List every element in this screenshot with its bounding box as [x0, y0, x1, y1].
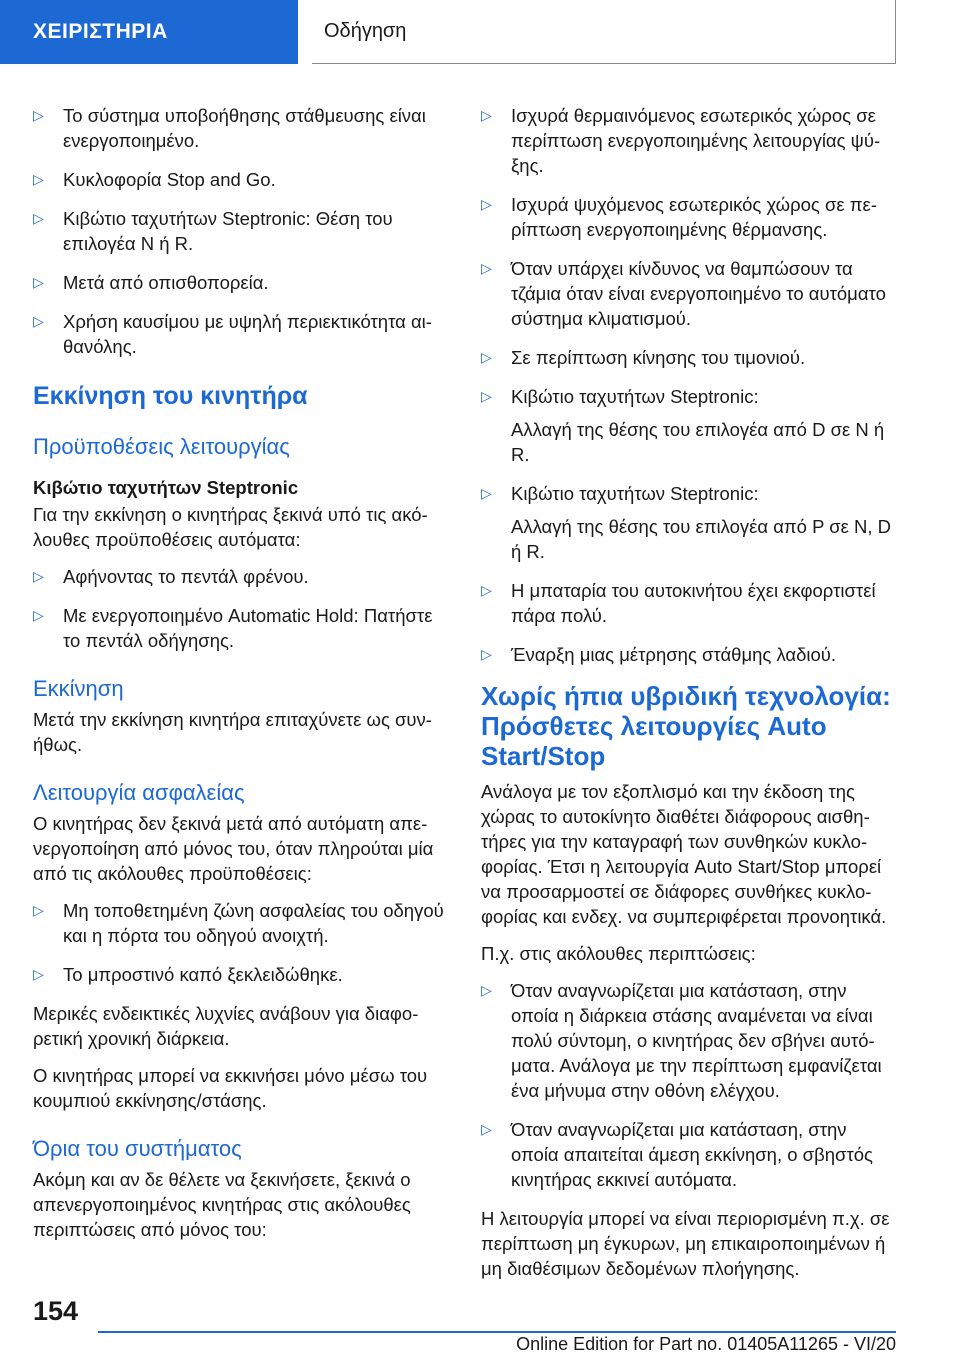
triangle-bullet-icon: ▷ — [481, 349, 492, 365]
list-item-text: Κιβώτιο ταχυτήτων Steptronic: — [511, 386, 759, 407]
heading-start: Εκκίνηση — [33, 676, 124, 701]
heading-safety-function: Λειτουργία ασφαλείας — [33, 780, 245, 805]
triangle-bullet-icon: ▷ — [33, 171, 44, 187]
triangle-bullet-icon: ▷ — [33, 274, 44, 290]
paragraph: Ανάλογα με τον εξοπλισμό και την έκδοση της χώρας το αυτοκίνητο διαθέτει διάφορους αισθητήρες για την καταγραφή των συνθηκών κυκλοφορίας. Έτσι η λειτουργία Auto Start/Stop μπορεί να προσαρμοστεί σε διάφορες συνθήκες κυκλοφορίας και ενδεχ. να συμπεριφέρεται προνοητικά. — [481, 781, 887, 927]
list-item — [481, 481, 899, 506]
paragraph: Για την εκκίνηση ο κινητήρας ξεκινά υπό τις ακόλουθες προϋποθέσεις αυτόματα: — [33, 504, 428, 550]
heading-prerequisites: Προϋποθέσεις λειτουργίας — [33, 434, 290, 459]
list-item-text: Το μπροστινό καπό ξεκλειδώθηκε. — [63, 964, 343, 985]
list-item-text: Η μπαταρία του αυτοκινήτου έχει εκφορτιστεί πάρα πολύ. — [511, 580, 876, 626]
list-item-text: Όταν αναγνωρίζεται μια κατάσταση, στην οποία απαιτείται άμεση εκκίνηση, ο σβηστός κινητήρας εκκινεί αυτόματα. — [511, 1119, 873, 1190]
triangle-bullet-icon: ▷ — [481, 582, 492, 598]
list-item — [33, 206, 451, 256]
list-item — [481, 1117, 899, 1192]
list-item-text: Αφήνοντας το πεντάλ φρένου. — [63, 566, 309, 587]
paragraph: Ακόμη και αν δε θέλετε να ξεκινήσετε, ξεκινά ο απενεργοποιημένος κινητήρας στις ακόλουθες περιπτώσεις από μόνος του: — [33, 1169, 411, 1240]
right-column — [481, 103, 899, 1293]
list-item-text: Όταν αναγνωρίζεται μια κατάσταση, στην οποία η διάρκεια στάσης αναμένεται να είναι πολύ σύντομη, ο κινητήρας δεν σβήνει αυτόματα. Ανάλογα με την περίπτωση εμφανίζεται ένα μήνυμα στην οθόνη ελέγχου. — [511, 980, 882, 1101]
triangle-bullet-icon: ▷ — [481, 107, 492, 123]
list-item — [33, 270, 451, 295]
heading-system-limits: Όρια του συστήματος — [33, 1136, 242, 1161]
list-item-text: Κιβώτιο ταχυτήτων Steptronic: — [511, 483, 759, 504]
list-item — [481, 642, 899, 667]
triangle-bullet-icon: ▷ — [481, 485, 492, 501]
list-item-text: Ισχυρά ψυχόμενος εσωτερικός χώρος σε περίπτωση ενεργοποιημένης θέρμανσης. — [511, 194, 877, 240]
list-item — [33, 167, 451, 192]
heading-engine-start: Εκκίνηση του κινητήρα — [33, 382, 308, 410]
list-item-text: Ισχυρά θερμαινόμενος εσωτερικός χώρος σε περίπτωση ενεργοποιημένης λειτουργίας ψύξης. — [511, 105, 881, 176]
list-item — [481, 256, 899, 331]
list-item — [481, 384, 899, 409]
list-item — [33, 103, 451, 153]
list-item — [481, 978, 899, 1103]
triangle-bullet-icon: ▷ — [481, 646, 492, 662]
list-item-text: Κιβώτιο ταχυτήτων Steptronic: Θέση του επιλογέα N ή R. — [63, 208, 393, 254]
list-item — [33, 603, 451, 653]
list-item — [33, 962, 451, 987]
triangle-bullet-icon: ▷ — [33, 568, 44, 584]
list-item — [33, 564, 451, 589]
triangle-bullet-icon: ▷ — [33, 313, 44, 329]
triangle-bullet-icon: ▷ — [481, 1121, 492, 1137]
list-item-text: Σε περίπτωση κίνησης του τιμονιού. — [511, 347, 806, 368]
list-item-subtext: Αλλαγή της θέσης του επιλογέα από D σε N ή R. — [511, 419, 885, 465]
paragraph: Ο κινητήρας δεν ξεκινά μετά από αυτόματη απενεργοποίηση από μόνος του, όταν πληρούται μία από τις ακόλουθες προϋποθέσεις: — [33, 813, 434, 884]
heading-auto-start-stop: Χωρίς ήπια υβριδική τεχνολογία: Πρόσθετες λειτουργίες Auto Start/Stop — [481, 681, 891, 771]
paragraph: Μετά την εκκίνηση κινητήρα επιταχύνετε ως συνήθως. — [33, 709, 432, 755]
left-column — [33, 103, 451, 1254]
heading-steptronic: Κιβώτιο ταχυτήτων Steptronic — [33, 477, 299, 498]
list-item — [481, 578, 899, 628]
list-item — [481, 103, 899, 178]
paragraph: Η λειτουργία μπορεί να είναι περιορισμένη π.χ. σε περίπτωση μη έγκυρων, μη επικαιροποιημένων ή μη διαθέσιμων δεδομένων πλοήγησης. — [481, 1208, 890, 1279]
list-item — [481, 345, 899, 370]
triangle-bullet-icon: ▷ — [33, 902, 44, 918]
list-item-text: Έναρξη μιας μέτρησης στάθμης λαδιού. — [511, 644, 837, 665]
list-item-text: Με ενεργοποιημένο Automatic Hold: Πατήστε το πεντάλ οδήγησης. — [63, 605, 433, 651]
triangle-bullet-icon: ▷ — [33, 210, 44, 226]
footer-edition: Online Edition for Part no. 01405A11265 - VI/20 — [516, 1334, 896, 1354]
chapter-tab: ΧΕΙΡΙΣΤΗΡΙΑ — [0, 0, 298, 64]
footer-divider — [98, 1331, 896, 1333]
paragraph: Μερικές ενδεικτικές λυχνίες ανάβουν για διαφορετική χρονική διάρκεια. — [33, 1003, 419, 1049]
triangle-bullet-icon: ▷ — [481, 260, 492, 276]
list-item — [481, 192, 899, 242]
section-title: Οδήγηση — [312, 0, 896, 64]
triangle-bullet-icon: ▷ — [481, 982, 492, 998]
triangle-bullet-icon: ▷ — [481, 388, 492, 404]
paragraph: Π.χ. στις ακόλουθες περιπτώσεις: — [481, 943, 756, 964]
list-item — [33, 898, 451, 948]
triangle-bullet-icon: ▷ — [33, 107, 44, 123]
triangle-bullet-icon: ▷ — [33, 607, 44, 623]
list-item-text: Μετά από οπισθοπορεία. — [63, 272, 269, 293]
paragraph: Ο κινητήρας μπορεί να εκκινήσει μόνο μέσω του κουμπιού εκκίνησης/στάσης. — [33, 1065, 428, 1111]
list-item-text: Κυκλοφορία Stop and Go. — [63, 169, 276, 190]
list-item-text: Το σύστημα υποβοήθησης στάθμευσης είναι ενεργοποιημένο. — [63, 105, 426, 151]
list-item-text: Όταν υπάρχει κίνδυνος να θαμπώσουν τα τζάμια όταν είναι ενεργοποιημένο το αυτόματο σύστημα κλιματισμού. — [511, 258, 886, 329]
list-item — [33, 309, 451, 359]
triangle-bullet-icon: ▷ — [481, 196, 492, 212]
list-item-text: Μη τοποθετημένη ζώνη ασφαλείας του οδηγού και η πόρτα του οδηγού ανοιχτή. — [63, 900, 444, 946]
list-item-subtext: Αλλαγή της θέσης του επιλογέα από P σε N, D ή R. — [511, 516, 892, 562]
triangle-bullet-icon: ▷ — [33, 966, 44, 982]
list-item-text: Χρήση καυσίμου με υψηλή περιεκτικότητα αιθανόλης. — [63, 311, 432, 357]
page-number: 154 — [33, 1296, 79, 1326]
